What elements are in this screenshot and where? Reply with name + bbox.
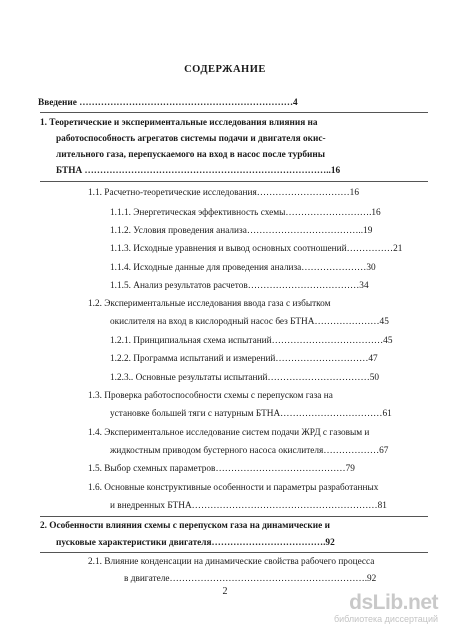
toc-entry-1-1-5: 1.1.5. Анализ результатов расчетов………………………………34 [110, 281, 369, 291]
toc-entry-1-2-1: 1.2.1. Принципиальная схема испытаний………………………………45 [110, 336, 393, 346]
divider [40, 516, 428, 517]
toc-entry-introduction: Введение ……………………………………………………………4 [38, 98, 298, 108]
toc-entry-1-1-4: 1.1.4. Исходные данные для проведения анализа…………………30 [110, 263, 376, 273]
page-number: 2 [222, 586, 228, 597]
toc-entry-1-1-3: 1.1.3. Исходные уравнения и вывод основных соотношений……………21 [110, 244, 403, 254]
divider [40, 181, 428, 182]
toc-entry-chapter-1-cont: работоспособность агрегатов системы подачи и двигателя окис- [56, 134, 326, 144]
page-title: СОДЕРЖАНИЕ [184, 64, 266, 75]
divider [40, 112, 428, 113]
toc-entry-chapter-2: 2. Особенности влияния схемы с перепуском газа на динамические и [40, 521, 330, 531]
toc-entry-1-3-cont: установке большей тяги с натурным БТНА……………………………61 [110, 409, 392, 419]
toc-entry-1-5: 1.5. Выбор схемных параметров……………………………………79 [88, 464, 355, 474]
toc-entry-1-4-cont: жидкостным приводом бустерного насоса окислителя………………67 [110, 446, 389, 456]
toc-entry-1-1-1: 1.1.1. Энергетическая эффективность схемы……………………….16 [110, 208, 381, 218]
toc-entry-1-2-2: 1.2.2. Программа испытаний и измерений…………………………47 [110, 354, 378, 364]
toc-entry-chapter-1: 1. Теоретические и экспериментальные исследования влияния на [40, 118, 318, 128]
watermark-logo: dsLib.net [349, 591, 438, 614]
toc-entry-1-1-2: 1.1.2. Условия проведения анализа………………………………..19 [110, 226, 373, 236]
toc-entry-1-1: 1.1. Расчетно-теоретические исследования…………………………16 [88, 188, 359, 198]
toc-entry-1-2-cont: окислителя на вход в кислородный насос без БТНА…………………45 [110, 317, 389, 327]
toc-entry-chapter-2-cont: пусковые характеристики двигателя……………………………….92 [56, 538, 335, 548]
toc-entry-1-6-cont: и внедренных БТНА……………………………………………………81 [110, 501, 387, 511]
toc-entry-chapter-1-cont: БТНА ……………………………………………………………………..16 [56, 166, 341, 176]
watermark [318, 592, 438, 626]
toc-entry-chapter-1-cont: лительного газа, перепускаемого на вход в насос после турбины [56, 150, 326, 160]
toc-entry-1-6: 1.6. Основные конструктивные особенности и параметры разработанных [88, 483, 379, 493]
toc-entry-1-2-3: 1.2.3.. Основные результаты испытаний……………………………50 [110, 373, 380, 383]
toc-entry-1-3: 1.3. Проверка работоспособности схемы с перепуском газа на [88, 391, 333, 401]
toc-entry-2-1: 2.1. Влияние конденсации на динамические свойства рабочего процесса [88, 557, 375, 567]
toc-entry-1-4: 1.4. Экспериментальное исследование систем подачи ЖРД с газовым и [88, 428, 370, 438]
toc-entry-2-1-cont: в двигателе……………………………………………………….92 [124, 574, 377, 584]
toc-entry-1-2: 1.2. Экспериментальные исследования ввода газа с избытком [88, 299, 331, 309]
divider [40, 552, 428, 553]
watermark-subtitle: библиотека диссертаций [333, 614, 438, 624]
